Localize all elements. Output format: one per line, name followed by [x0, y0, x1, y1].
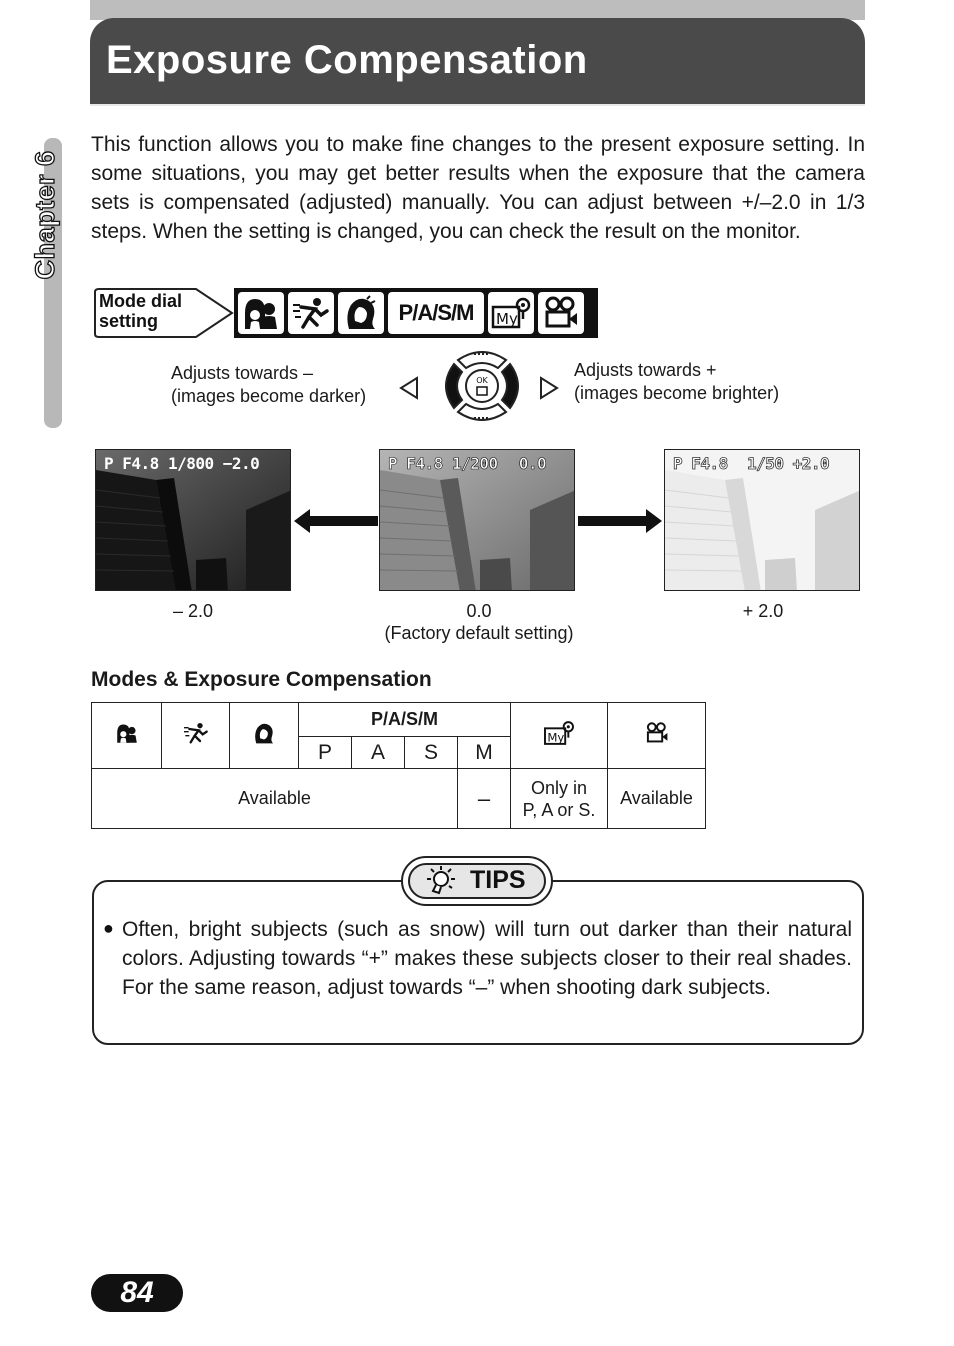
photo-minus-2: [95, 449, 291, 591]
caption-minus-2: – 2.0: [172, 601, 214, 621]
table-p-header: P: [299, 737, 352, 769]
photo-shutter: 1/50: [746, 454, 784, 473]
my-mode-icon: [488, 292, 534, 334]
adjust-brighter-line2: (images become brighter): [574, 383, 780, 403]
table-my-mode-icon: [511, 703, 608, 769]
table-my-value-line2: P, A or S.: [522, 799, 596, 820]
adjust-darker-line1: Adjusts towards –: [171, 363, 314, 383]
mode-dial-label: [99, 291, 209, 331]
svg-text:My: My: [547, 730, 565, 745]
svg-text:My: My: [496, 310, 518, 328]
photo-ev: −2.0: [222, 454, 260, 473]
photo-shutter: 1/800: [167, 454, 214, 473]
adjust-brighter-line1: Adjusts towards +: [574, 360, 717, 380]
photo-mode: P: [673, 454, 683, 473]
photo-aperture: F4.8: [122, 454, 159, 473]
photo-info-dark: [104, 454, 259, 473]
ok-label: OK: [476, 376, 488, 385]
photo-mode: P: [388, 454, 398, 473]
table-night-portrait-icon: [230, 703, 299, 769]
mode-dial-icons: [234, 288, 598, 338]
intro-paragraph: This function allows you to make fine changes to the present exposure setting. In some situations, you may get better results when the exposure that the camera sets is compensated (adjusted) manually. You can adjust between +/–2.0 in 1/3 steps. When the setting is changed, you can check the result on the monitor.: [91, 133, 865, 243]
table-pasm-header: P/A/S/M: [299, 703, 511, 737]
photo-ev: +2.0: [792, 454, 830, 473]
photo-shutter: 1/200: [451, 454, 498, 473]
table-sports-icon: [162, 703, 230, 769]
chapter-label: Chapter 6: [30, 150, 60, 280]
night-portrait-icon: [338, 292, 384, 334]
caption-0-note: (Factory default setting): [384, 623, 574, 643]
mode-dial-label-line1: Mode dial: [99, 291, 183, 311]
photo-ev: 0.0: [518, 454, 547, 473]
photo-aperture: F4.8: [406, 454, 443, 473]
photo-0: [379, 449, 575, 591]
caption-plus-2: + 2.0: [742, 601, 784, 621]
photo-info-normal: [388, 454, 546, 473]
table-s-header: S: [405, 737, 458, 769]
tips-bullet-icon: ●: [103, 918, 114, 938]
table-m-header: M: [458, 737, 511, 769]
caption-0-value: 0.0: [466, 601, 492, 621]
adjust-darker-line2: (images become darker): [171, 386, 367, 406]
lightbulb-icon: [423, 864, 457, 898]
arrow-right-icon: [576, 506, 664, 536]
page-number: 84: [91, 1274, 183, 1312]
tips-text: Often, bright subjects (such as snow) will turn out darker than their natural colors. Adjusting towards “+” makes these subjects closer to their real shades. For the same reason, adjust towards “–” when shooting dark subjects.: [122, 918, 852, 999]
tips-label: TIPS: [470, 866, 526, 894]
mode-dial-label-line2: setting: [99, 311, 159, 331]
adjust-darker-label: [171, 362, 366, 408]
table-portrait-icon: [92, 703, 162, 769]
adjust-brighter-label: [574, 359, 779, 405]
right-triangle-icon: [538, 376, 560, 400]
portrait-icon: [238, 292, 284, 334]
modes-table: [91, 702, 706, 829]
table-movie-value: Available: [608, 769, 706, 829]
photo-info-bright: [673, 454, 829, 473]
table-a-header: A: [352, 737, 405, 769]
title-bar-shade: [90, 0, 865, 20]
pasm-mode-icon: P/A/S/M: [388, 292, 484, 334]
photo-aperture: F4.8: [691, 454, 728, 473]
arrow-pad-icon: [440, 346, 524, 426]
arrow-left-icon: [292, 506, 380, 536]
table-m-value: –: [458, 769, 511, 829]
table-movie-icon: [608, 703, 706, 769]
movie-icon: [538, 292, 584, 334]
table-my-value: [511, 769, 608, 829]
left-triangle-icon: [398, 376, 420, 400]
page-title: Exposure Compensation: [106, 38, 588, 82]
table-available-value: Available: [92, 769, 458, 829]
sports-icon: [288, 292, 334, 334]
photo-mode: P: [104, 454, 114, 473]
modes-table-heading: Modes & Exposure Compensation: [91, 668, 432, 691]
caption-0: [369, 600, 589, 644]
table-my-value-line1: Only in: [530, 777, 588, 798]
photo-plus-2: [664, 449, 860, 591]
